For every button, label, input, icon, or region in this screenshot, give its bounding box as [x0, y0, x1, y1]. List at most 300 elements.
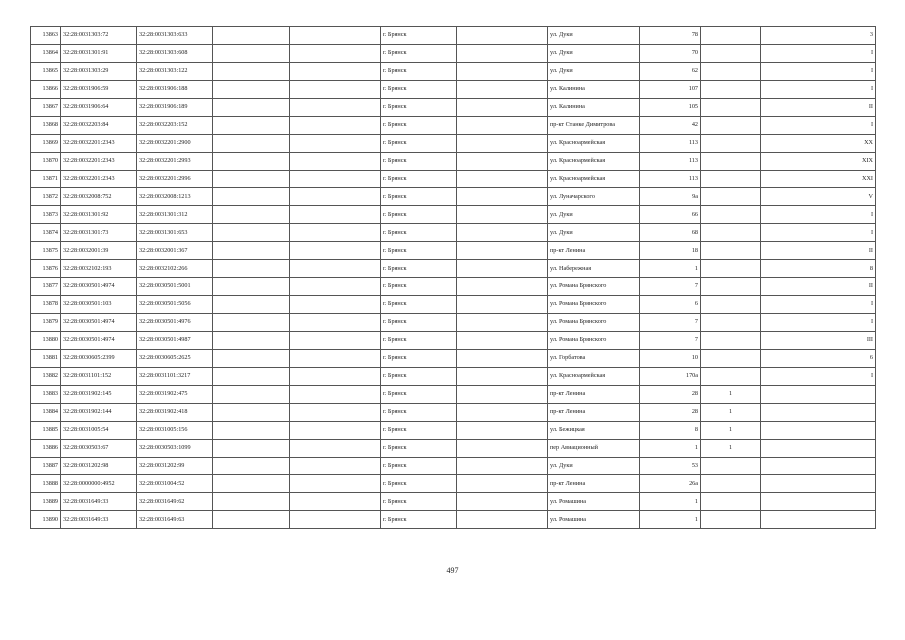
city-name: г. Брянск	[381, 98, 457, 116]
extra-mark: 1	[701, 421, 761, 439]
house-number: 1	[640, 260, 701, 278]
extra-mark: 1	[701, 403, 761, 421]
row-number: 13880	[31, 331, 61, 349]
cadastral-number-land: 32:28:0031202:98	[61, 457, 137, 475]
street-name: ул. Горбатова	[548, 349, 640, 367]
empty-cell-1	[213, 27, 290, 45]
empty-cell-3	[457, 98, 548, 116]
cadastral-number-building: 32:28:0031202:99	[137, 457, 213, 475]
empty-cell-1	[213, 134, 290, 152]
empty-cell-1	[213, 511, 290, 529]
extra-mark	[701, 27, 761, 45]
cadastral-number-building: 32:28:0032001:367	[137, 242, 213, 260]
empty-cell-2	[290, 331, 381, 349]
row-number: 13863	[31, 27, 61, 45]
row-number: 13865	[31, 62, 61, 80]
building-part	[761, 493, 876, 511]
city-name: г. Брянск	[381, 314, 457, 332]
street-name: пр-кт Станке Димитрова	[548, 116, 640, 134]
building-part: I	[761, 367, 876, 385]
empty-cell-3	[457, 242, 548, 260]
house-number: 107	[640, 80, 701, 98]
building-part: V	[761, 188, 876, 206]
empty-cell-2	[290, 403, 381, 421]
building-part: II	[761, 278, 876, 296]
table-row	[31, 206, 876, 224]
building-part: I	[761, 80, 876, 98]
street-name: пр-кт Ленина	[548, 403, 640, 421]
empty-cell-2	[290, 457, 381, 475]
empty-cell-3	[457, 116, 548, 134]
cadastral-number-building: 32:28:0032203:152	[137, 116, 213, 134]
empty-cell-3	[457, 188, 548, 206]
cadastral-number-land: 32:28:0031906:64	[61, 98, 137, 116]
page-number: 497	[446, 566, 459, 575]
table-row	[31, 421, 876, 439]
street-name: ул. Дуки	[548, 224, 640, 242]
extra-mark	[701, 314, 761, 332]
street-name: ул. Калинина	[548, 80, 640, 98]
extra-mark	[701, 116, 761, 134]
empty-cell-3	[457, 403, 548, 421]
row-number: 13866	[31, 80, 61, 98]
street-name: ул. Романа Брянского	[548, 331, 640, 349]
cadastral-number-building: 32:28:0030501:5001	[137, 278, 213, 296]
street-name: ул. Ромашина	[548, 511, 640, 529]
building-part: I	[761, 116, 876, 134]
table-row	[31, 152, 876, 170]
empty-cell-2	[290, 224, 381, 242]
table-row	[31, 278, 876, 296]
cadastral-number-building: 32:28:0031301:653	[137, 224, 213, 242]
city-name: г. Брянск	[381, 80, 457, 98]
cadastral-number-building: 32:28:0032201:2993	[137, 152, 213, 170]
cadastral-number-land: 32:28:0032203:84	[61, 116, 137, 134]
house-number: 9а	[640, 188, 701, 206]
city-name: г. Брянск	[381, 421, 457, 439]
empty-cell-3	[457, 27, 548, 45]
building-part: II	[761, 98, 876, 116]
table-row	[31, 98, 876, 116]
building-part: XX	[761, 134, 876, 152]
cadastral-number-land: 32:28:0030501:4974	[61, 331, 137, 349]
row-number: 13886	[31, 439, 61, 457]
empty-cell-1	[213, 98, 290, 116]
row-number: 13875	[31, 242, 61, 260]
cadastral-number-building: 32:28:0031906:188	[137, 80, 213, 98]
empty-cell-3	[457, 314, 548, 332]
empty-cell-2	[290, 98, 381, 116]
street-name: ул. Дуки	[548, 206, 640, 224]
extra-mark	[701, 44, 761, 62]
city-name: г. Брянск	[381, 152, 457, 170]
cadastral-number-land: 32:28:0031005:54	[61, 421, 137, 439]
empty-cell-2	[290, 439, 381, 457]
city-name: г. Брянск	[381, 493, 457, 511]
empty-cell-1	[213, 385, 290, 403]
cadastral-number-building: 32:28:0030605:2625	[137, 349, 213, 367]
row-number: 13868	[31, 116, 61, 134]
street-name: ул. Красноармейская	[548, 367, 640, 385]
cadastral-number-building: 32:28:0031303:608	[137, 44, 213, 62]
empty-cell-3	[457, 278, 548, 296]
house-number: 68	[640, 224, 701, 242]
empty-cell-2	[290, 44, 381, 62]
building-part: I	[761, 62, 876, 80]
street-name: пер Авиационный	[548, 439, 640, 457]
empty-cell-1	[213, 349, 290, 367]
building-part: XXI	[761, 170, 876, 188]
city-name: г. Брянск	[381, 260, 457, 278]
empty-cell-2	[290, 493, 381, 511]
table-row	[31, 116, 876, 134]
row-number: 13884	[31, 403, 61, 421]
cadastral-number-land: 32:28:0031303:29	[61, 62, 137, 80]
empty-cell-2	[290, 188, 381, 206]
empty-cell-2	[290, 152, 381, 170]
table-row	[31, 367, 876, 385]
row-number: 13874	[31, 224, 61, 242]
house-number: 66	[640, 206, 701, 224]
cadastral-number-building: 32:28:0030501:4976	[137, 314, 213, 332]
cadastral-number-building: 32:28:0031301:312	[137, 206, 213, 224]
table-row	[31, 314, 876, 332]
empty-cell-1	[213, 421, 290, 439]
city-name: г. Брянск	[381, 116, 457, 134]
city-name: г. Брянск	[381, 439, 457, 457]
empty-cell-1	[213, 260, 290, 278]
cadastral-number-building: 32:28:0031902:418	[137, 403, 213, 421]
city-name: г. Брянск	[381, 367, 457, 385]
empty-cell-2	[290, 62, 381, 80]
cadastral-number-building: 32:28:0031101:3217	[137, 367, 213, 385]
empty-cell-1	[213, 475, 290, 493]
house-number: 1	[640, 493, 701, 511]
city-name: г. Брянск	[381, 296, 457, 314]
city-name: г. Брянск	[381, 457, 457, 475]
cadastral-number-land: 32:28:0031301:73	[61, 224, 137, 242]
empty-cell-3	[457, 80, 548, 98]
empty-cell-2	[290, 349, 381, 367]
house-number: 1	[640, 511, 701, 529]
house-number: 10	[640, 349, 701, 367]
empty-cell-2	[290, 511, 381, 529]
cadastral-number-land: 32:28:0030605:2399	[61, 349, 137, 367]
empty-cell-2	[290, 170, 381, 188]
extra-mark	[701, 349, 761, 367]
table-row	[31, 260, 876, 278]
row-number: 13889	[31, 493, 61, 511]
building-part	[761, 439, 876, 457]
empty-cell-1	[213, 44, 290, 62]
street-name: ул. Романа Брянского	[548, 296, 640, 314]
house-number: 78	[640, 27, 701, 45]
table-row	[31, 80, 876, 98]
table-row	[31, 475, 876, 493]
house-number: 70	[640, 44, 701, 62]
house-number: 170а	[640, 367, 701, 385]
table-row	[31, 170, 876, 188]
street-name: ул. Дуки	[548, 27, 640, 45]
building-part: I	[761, 44, 876, 62]
extra-mark	[701, 224, 761, 242]
house-number: 105	[640, 98, 701, 116]
extra-mark	[701, 260, 761, 278]
row-number: 13888	[31, 475, 61, 493]
cadastral-number-building: 32:28:0030503:1099	[137, 439, 213, 457]
building-part: 6	[761, 349, 876, 367]
row-number: 13881	[31, 349, 61, 367]
row-number: 13887	[31, 457, 61, 475]
house-number: 28	[640, 385, 701, 403]
extra-mark	[701, 278, 761, 296]
house-number: 26а	[640, 475, 701, 493]
empty-cell-1	[213, 170, 290, 188]
building-part: I	[761, 206, 876, 224]
empty-cell-1	[213, 403, 290, 421]
house-number: 7	[640, 278, 701, 296]
cadastral-number-building: 32:28:0031303:122	[137, 62, 213, 80]
empty-cell-1	[213, 224, 290, 242]
street-name: ул. Красноармейская	[548, 134, 640, 152]
table-row	[31, 134, 876, 152]
table-row	[31, 188, 876, 206]
building-part	[761, 511, 876, 529]
extra-mark	[701, 134, 761, 152]
cadastral-number-land: 32:28:0032201:2343	[61, 134, 137, 152]
table-row	[31, 385, 876, 403]
city-name: г. Брянск	[381, 27, 457, 45]
cadastral-number-land: 32:28:0031649:33	[61, 511, 137, 529]
street-name: ул. Красноармейская	[548, 152, 640, 170]
building-part	[761, 457, 876, 475]
cadastral-number-land: 32:28:0030501:103	[61, 296, 137, 314]
empty-cell-3	[457, 206, 548, 224]
table-row	[31, 439, 876, 457]
cadastral-number-land: 32:28:0030501:4974	[61, 278, 137, 296]
street-name: ул. Ромашина	[548, 493, 640, 511]
registry-table	[30, 26, 876, 529]
house-number: 28	[640, 403, 701, 421]
cadastral-number-building: 32:28:0032008:1213	[137, 188, 213, 206]
extra-mark	[701, 188, 761, 206]
city-name: г. Брянск	[381, 278, 457, 296]
extra-mark: 1	[701, 439, 761, 457]
empty-cell-3	[457, 439, 548, 457]
row-number: 13882	[31, 367, 61, 385]
table-row	[31, 511, 876, 529]
table-row	[31, 242, 876, 260]
street-name: пр-кт Ленина	[548, 385, 640, 403]
cadastral-number-building: 32:28:0032102:266	[137, 260, 213, 278]
city-name: г. Брянск	[381, 134, 457, 152]
empty-cell-2	[290, 475, 381, 493]
empty-cell-2	[290, 314, 381, 332]
row-number: 13876	[31, 260, 61, 278]
table-row	[31, 349, 876, 367]
row-number: 13873	[31, 206, 61, 224]
extra-mark	[701, 367, 761, 385]
row-number: 13864	[31, 44, 61, 62]
cadastral-number-land: 32:28:0032001:39	[61, 242, 137, 260]
empty-cell-1	[213, 296, 290, 314]
street-name: пр-кт Ленина	[548, 475, 640, 493]
cadastral-number-building: 32:28:0031902:475	[137, 385, 213, 403]
building-part	[761, 421, 876, 439]
empty-cell-3	[457, 170, 548, 188]
cadastral-number-land: 32:28:0031303:72	[61, 27, 137, 45]
table-row	[31, 224, 876, 242]
building-part: XIX	[761, 152, 876, 170]
cadastral-number-building: 32:28:0031649:63	[137, 511, 213, 529]
house-number: 1	[640, 439, 701, 457]
city-name: г. Брянск	[381, 188, 457, 206]
cadastral-number-land: 32:28:0030501:4974	[61, 314, 137, 332]
house-number: 42	[640, 116, 701, 134]
house-number: 8	[640, 421, 701, 439]
registry-sheet	[30, 26, 876, 529]
street-name: ул. Луначарского	[548, 188, 640, 206]
extra-mark	[701, 457, 761, 475]
row-number: 13867	[31, 98, 61, 116]
empty-cell-3	[457, 260, 548, 278]
city-name: г. Брянск	[381, 224, 457, 242]
empty-cell-2	[290, 116, 381, 134]
cadastral-number-land: 32:28:0032102:193	[61, 260, 137, 278]
registry-table-body	[31, 27, 876, 529]
empty-cell-2	[290, 242, 381, 260]
cadastral-number-building: 32:28:0032201:2996	[137, 170, 213, 188]
empty-cell-2	[290, 421, 381, 439]
row-number: 13885	[31, 421, 61, 439]
cadastral-number-land: 32:28:0031301:92	[61, 206, 137, 224]
row-number: 13890	[31, 511, 61, 529]
row-number: 13878	[31, 296, 61, 314]
empty-cell-3	[457, 475, 548, 493]
extra-mark	[701, 170, 761, 188]
street-name: ул. Красноармейская	[548, 170, 640, 188]
city-name: г. Брянск	[381, 331, 457, 349]
empty-cell-3	[457, 511, 548, 529]
row-number: 13879	[31, 314, 61, 332]
house-number: 7	[640, 331, 701, 349]
table-row	[31, 27, 876, 45]
empty-cell-2	[290, 27, 381, 45]
house-number: 113	[640, 134, 701, 152]
cadastral-number-land: 32:28:0032201:2343	[61, 152, 137, 170]
extra-mark	[701, 331, 761, 349]
city-name: г. Брянск	[381, 385, 457, 403]
cadastral-number-land: 32:28:0031301:91	[61, 44, 137, 62]
empty-cell-3	[457, 44, 548, 62]
extra-mark: 1	[701, 385, 761, 403]
cadastral-number-building: 32:28:0031649:62	[137, 493, 213, 511]
cadastral-number-building: 32:28:0030501:5056	[137, 296, 213, 314]
empty-cell-2	[290, 367, 381, 385]
building-part	[761, 475, 876, 493]
table-row	[31, 403, 876, 421]
street-name: ул. Калинина	[548, 98, 640, 116]
empty-cell-2	[290, 260, 381, 278]
extra-mark	[701, 296, 761, 314]
cadastral-number-building: 32:28:0031004:52	[137, 475, 213, 493]
house-number: 18	[640, 242, 701, 260]
city-name: г. Брянск	[381, 511, 457, 529]
building-part	[761, 385, 876, 403]
city-name: г. Брянск	[381, 170, 457, 188]
house-number: 53	[640, 457, 701, 475]
street-name: ул. Дуки	[548, 62, 640, 80]
table-row	[31, 296, 876, 314]
extra-mark	[701, 152, 761, 170]
empty-cell-3	[457, 224, 548, 242]
empty-cell-3	[457, 367, 548, 385]
building-part: I	[761, 314, 876, 332]
table-row	[31, 62, 876, 80]
table-row	[31, 331, 876, 349]
empty-cell-2	[290, 206, 381, 224]
building-part: 3	[761, 27, 876, 45]
extra-mark	[701, 206, 761, 224]
street-name: ул. Бежицкая	[548, 421, 640, 439]
empty-cell-1	[213, 242, 290, 260]
empty-cell-1	[213, 188, 290, 206]
row-number: 13877	[31, 278, 61, 296]
extra-mark	[701, 475, 761, 493]
empty-cell-3	[457, 349, 548, 367]
extra-mark	[701, 493, 761, 511]
extra-mark	[701, 98, 761, 116]
empty-cell-2	[290, 134, 381, 152]
table-row	[31, 457, 876, 475]
empty-cell-1	[213, 493, 290, 511]
table-row	[31, 493, 876, 511]
empty-cell-1	[213, 331, 290, 349]
city-name: г. Брянск	[381, 44, 457, 62]
city-name: г. Брянск	[381, 349, 457, 367]
cadastral-number-land: 32:28:0032008:752	[61, 188, 137, 206]
city-name: г. Брянск	[381, 475, 457, 493]
table-row	[31, 44, 876, 62]
empty-cell-2	[290, 80, 381, 98]
house-number: 113	[640, 152, 701, 170]
street-name: ул. Романа Брянского	[548, 278, 640, 296]
street-name: ул. Набережная	[548, 260, 640, 278]
extra-mark	[701, 242, 761, 260]
empty-cell-1	[213, 80, 290, 98]
empty-cell-1	[213, 278, 290, 296]
cadastral-number-land: 32:28:0032201:2343	[61, 170, 137, 188]
row-number: 13871	[31, 170, 61, 188]
street-name: ул. Романа Брянского	[548, 314, 640, 332]
house-number: 113	[640, 170, 701, 188]
street-name: пр-кт Ленина	[548, 242, 640, 260]
empty-cell-1	[213, 314, 290, 332]
empty-cell-1	[213, 367, 290, 385]
row-number: 13883	[31, 385, 61, 403]
empty-cell-1	[213, 152, 290, 170]
cadastral-number-land: 32:28:0031649:33	[61, 493, 137, 511]
building-part: I	[761, 296, 876, 314]
house-number: 62	[640, 62, 701, 80]
cadastral-number-building: 32:28:0030501:4987	[137, 331, 213, 349]
empty-cell-3	[457, 385, 548, 403]
row-number: 13872	[31, 188, 61, 206]
empty-cell-2	[290, 278, 381, 296]
building-part	[761, 403, 876, 421]
building-part: I	[761, 224, 876, 242]
house-number: 6	[640, 296, 701, 314]
